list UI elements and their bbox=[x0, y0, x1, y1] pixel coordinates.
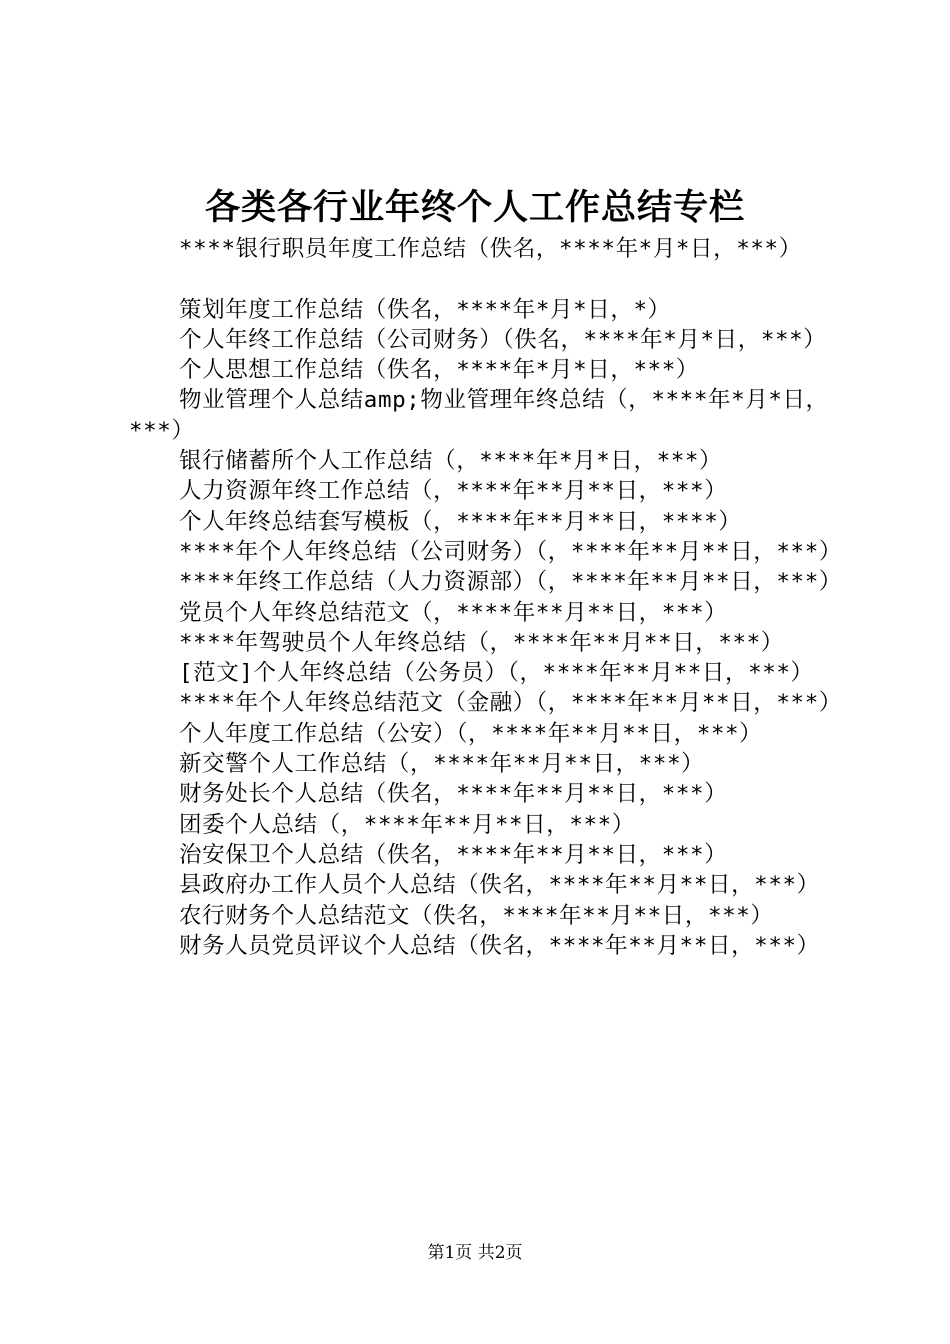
list-item: ****年个人年终总结范文（金融）（，****年**月**日，***） bbox=[179, 690, 842, 717]
list-item: 个人年终总结套写模板（，****年**月**日，****） bbox=[179, 508, 742, 535]
list-item: 个人思想工作总结（佚名，****年*月*日，***） bbox=[179, 357, 700, 384]
list-item: ****年驾驶员个人年终总结（，****年**月**日，***） bbox=[179, 629, 784, 656]
list-item: 策划年度工作总结（佚名，****年*月*日，*） bbox=[179, 296, 671, 323]
list-item: 农行财务个人总结范文（佚名，****年**月**日，***） bbox=[179, 902, 774, 929]
list-item: 物业管理个人总结amp;物业管理年终总结（，****年*月*日，***） bbox=[129, 387, 829, 444]
page-indicator: 第1页 共2页 bbox=[427, 1243, 523, 1263]
list-item: 财务处长个人总结（佚名，****年**月**日，***） bbox=[179, 781, 728, 808]
list-item: 县政府办工作人员个人总结（佚名，****年**月**日，***） bbox=[179, 872, 820, 899]
document-title: 各类各行业年终个人工作总结专栏 bbox=[204, 187, 745, 228]
list-item: ****年终工作总结（人力资源部）（，****年**月**日，***） bbox=[179, 569, 842, 596]
list-item: 个人年终工作总结（公司财务）（佚名，****年*月*日，***） bbox=[179, 326, 827, 353]
list-item: 团委个人总结（，****年**月**日，***） bbox=[179, 811, 635, 838]
list-item: 治安保卫个人总结（佚名，****年**月**日，***） bbox=[179, 841, 728, 868]
blank-line bbox=[129, 264, 837, 294]
list-item: 新交警个人工作总结（，****年**月**日，***） bbox=[179, 751, 705, 778]
list-item: [范文]个人年终总结（公务员）（，****年**月**日，***） bbox=[179, 660, 814, 687]
list-item: 银行储蓄所个人工作总结（，****年*月*日，***） bbox=[179, 448, 723, 475]
list-item: 人力资源年终工作总结（，****年**月**日，***） bbox=[179, 478, 728, 505]
list-item: 财务人员党员评议个人总结（佚名，****年**月**日，***） bbox=[179, 932, 820, 959]
list-item: ****银行职员年度工作总结（佚名，****年*月*日，***） bbox=[179, 236, 802, 262]
list-item: 党员个人年终总结范文（，****年**月**日，***） bbox=[179, 599, 728, 626]
list-item: 个人年度工作总结（公安）（，****年**月**日，***） bbox=[179, 720, 763, 747]
summary-list bbox=[129, 234, 842, 961]
list-item: ****年个人年终总结（公司财务）（，****年**月**日，***） bbox=[179, 538, 842, 565]
